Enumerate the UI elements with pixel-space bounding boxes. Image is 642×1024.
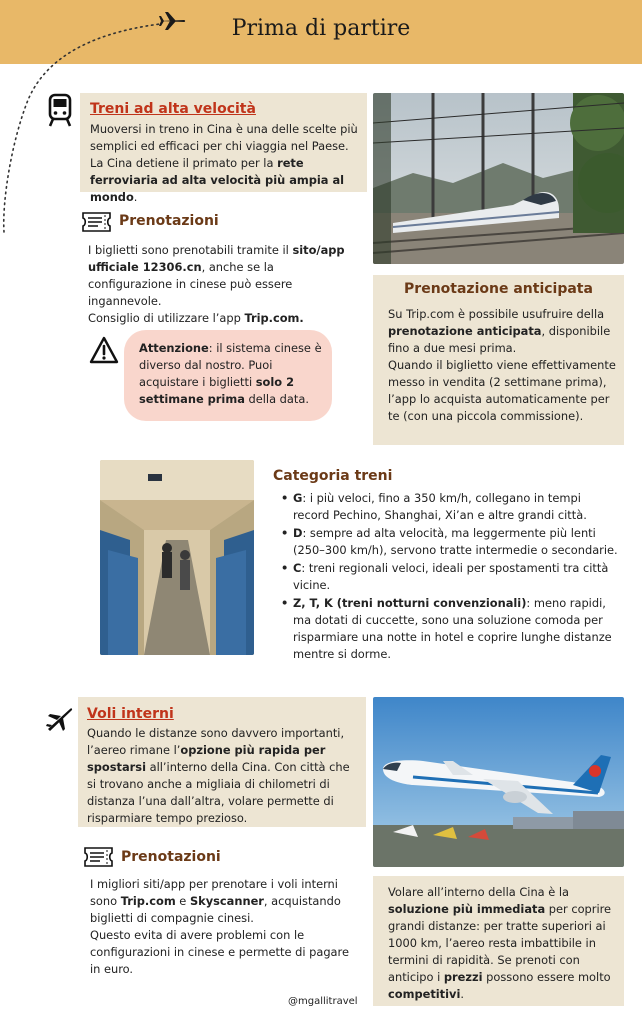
- trains-section-title: Treni ad alta velocità: [90, 101, 256, 117]
- warning-text: Attenzione: il sistema cinese è diverso dal nostro. Puoi acquistare i biglietti solo 2 settimane prima della data.: [139, 341, 322, 406]
- high-speed-train-photo: [373, 93, 624, 264]
- train-categories-title: Categoria treni: [273, 468, 393, 484]
- flights-booking-title: Prenotazioni: [121, 849, 221, 865]
- flights-intro-text: Quando le distanze sono davvero importanti, l’aereo rimane l’opzione più rapida per spostarsi all’interno della Cina. Con città che si trovano anche a migliaia di chilometri di distanza l’una dall’altra, volare permette di risparmiare tempo prezioso.: [87, 726, 350, 825]
- page-title: Prima di partire: [231, 16, 411, 41]
- category-night: • Z, T, K (treni notturni convenzionali): meno rapidi, ma dotati di cuccette, sono una soluzione comoda per risparmiare una notte in hotel e coprire lunghe distanze mentre si dorme.: [281, 595, 619, 663]
- ticket-icon: [81, 211, 112, 233]
- trains-intro-text: Muoversi in treno in Cina è una delle scelte più semplici ed efficaci per chi viaggia nel Paese. La Cina detiene il primato per la rete ferroviaria ad alta velocità più ampia al mondo.: [90, 122, 358, 204]
- category-d: • D: sempre ad alta velocità, ma leggermente più lenti (250–300 km/h), servono tratte intermedie o secondarie.: [281, 525, 619, 559]
- flights-side-text: Volare all’interno della Cina è la soluzione più immediata per coprire grandi distanze: per tratte superiori ai 1000 km, l’aereo resta imbattibile in termini di rapidità. Se prenoti con anticipo i prezzi possono essere molto competitivi.: [388, 885, 612, 1001]
- flight-ticket-icon: [83, 846, 114, 868]
- category-g: • G: i più veloci, fino a 350 km/h, collegano in tempi record Pechino, Shanghai, Xi’an e altre grandi città.: [281, 490, 619, 524]
- trains-booking-title: Prenotazioni: [119, 213, 219, 229]
- trains-booking-text: I biglietti sono prenotabili tramite il sito/app ufficiale 12306.cn, anche se la configurazione in cinese può essere ingannevole. Consiglio di utilizzare l’app Trip.com.: [88, 243, 345, 325]
- flights-section-title: Voli interni: [87, 706, 174, 722]
- flights-booking-text: I migliori siti/app per prenotare i voli interni sono Trip.com e Skyscanner, acquistando biglietti di compagnie cinesi. Questo evita di avere problemi con le configurazioni in cinese e permette di pagare in euro.: [90, 877, 349, 976]
- plane-icon: [45, 706, 73, 732]
- airplane-icon: [158, 9, 186, 33]
- advance-booking-text: Su Trip.com è possibile usufruire della prenotazione anticipata, disponibile fino a due mesi prima. Quando il biglietto viene effettivamente messo in vendita (2 settimane prima), l’app lo acquista automaticamente per te (con una piccola commissione).: [388, 307, 616, 423]
- warning-icon: [89, 336, 119, 364]
- airplane-photo: [373, 697, 624, 867]
- train-interior-photo: [100, 460, 254, 655]
- train-icon: [47, 93, 73, 127]
- category-c: • C: treni regionali veloci, ideali per spostamenti tra città vicine.: [281, 560, 619, 594]
- author-credit: @mgallitravel: [288, 996, 358, 1007]
- advance-booking-title: Prenotazione anticipata: [404, 281, 593, 297]
- train-categories-list: [281, 490, 619, 664]
